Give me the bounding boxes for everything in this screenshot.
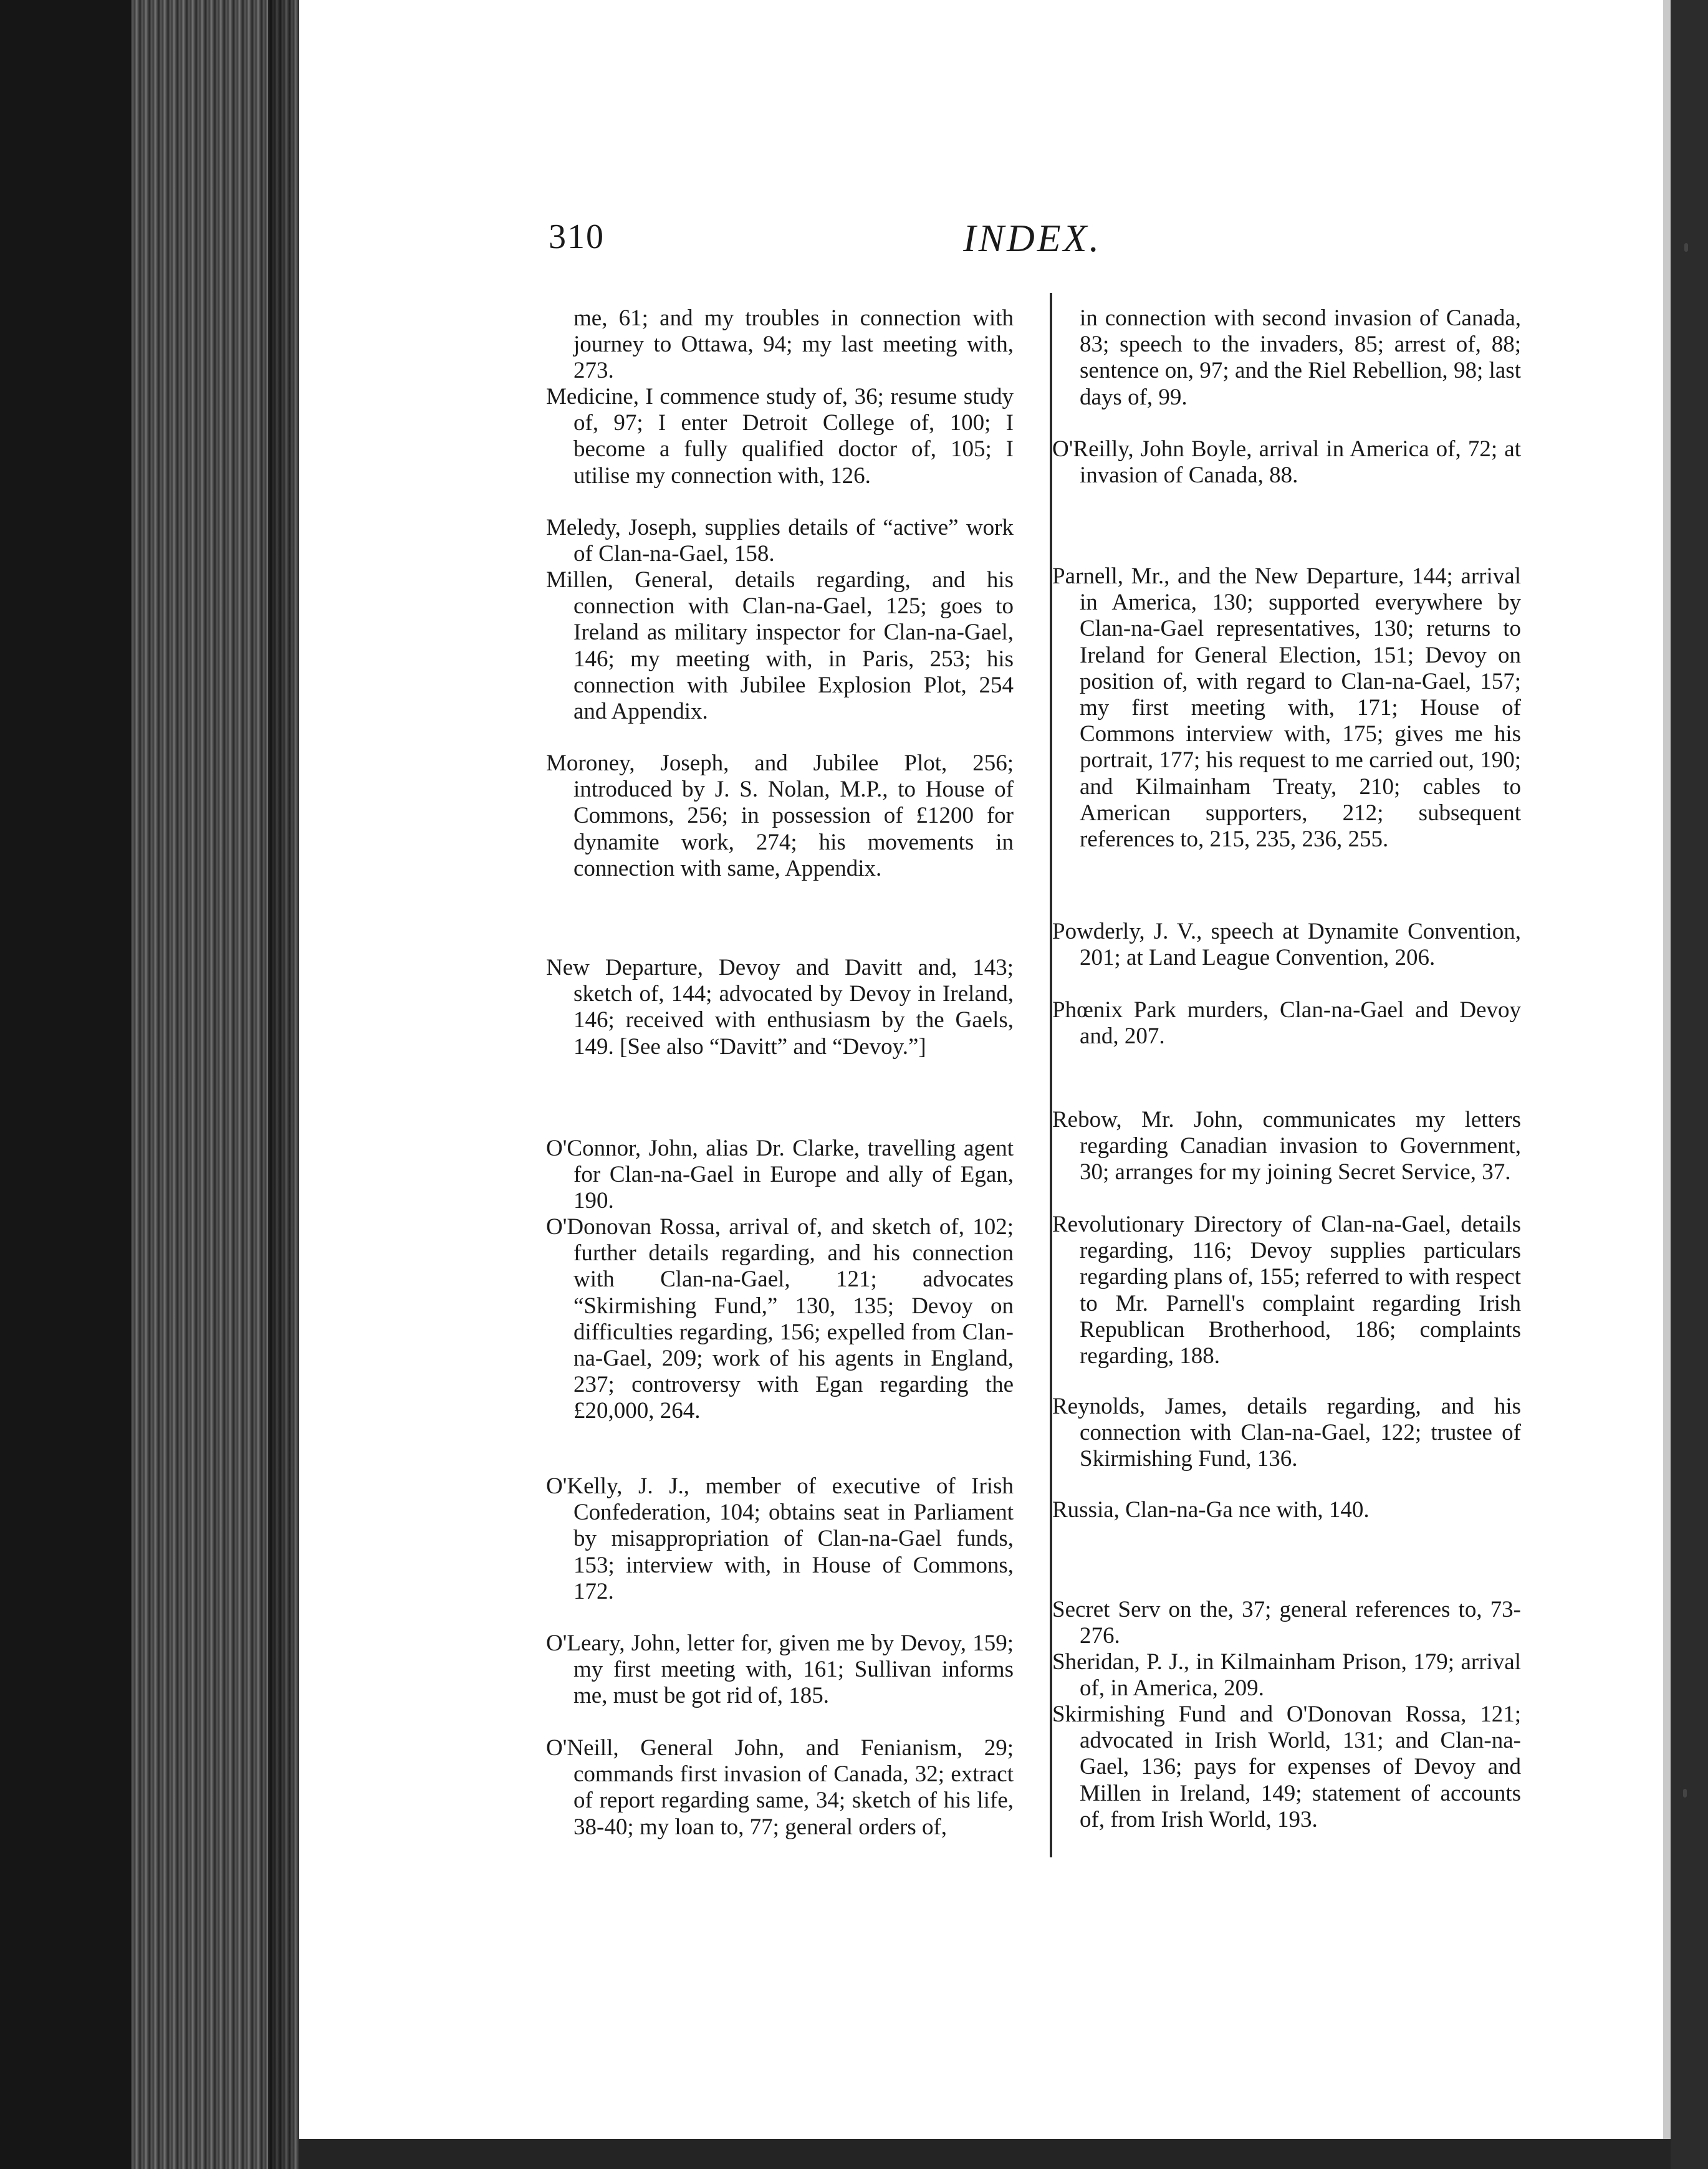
scan-speck xyxy=(1683,1789,1687,1798)
index-entry: Skirmishing Fund and O'Donovan Rossa, 121; advocated in Irish World, 131; and Clan-na-Gael, 136; pays for expenses of Devoy and Millen in Ireland, 149; statement of accounts of, from Irish World, 193. xyxy=(1052,1702,1521,1832)
scan-speck xyxy=(1684,243,1688,252)
index-entry: Phœnix Park murders, Clan-na-Gael and Devoy and, 207. xyxy=(1052,997,1521,1050)
gutter-shadow xyxy=(268,0,299,2169)
index-entry: O'Connor, John, alias Dr. Clarke, travelling agent for Clan-na-Gael in Europe and ally of Egan, 190. xyxy=(546,1136,1014,1214)
index-entry: O'Kelly, J. J., member of executive of Irish Confederation, 104; obtains seat in Parliament by misappropriation of Clan-na-Gael funds, 153; interview with, in House of Commons, 172. xyxy=(546,1473,1014,1604)
index-entry: O'Leary, John, letter for, given me by Devoy, 159; my first meeting with, 161; Sullivan informs me, must be got rid of, 185. xyxy=(546,1630,1014,1709)
index-entry: Moroney, Joseph, and Jubilee Plot, 256; introduced by J. S. Nolan, M.P., to House of Commons, 256; in possession of £1200 for dynamite work, 274; his movements in connection with same, Appendix. xyxy=(546,750,1014,881)
index-entry: me, 61; and my troubles in connection with journey to Ottawa, 94; my last meeting with, 273. xyxy=(573,305,1014,384)
index-entry: Powderly, J. V., speech at Dynamite Convention, 201; at Land League Convention, 206. xyxy=(1052,919,1521,971)
index-entry: Russia, Clan-na-Ga nce with, 140. xyxy=(1052,1497,1370,1523)
index-entry: Millen, General, details regarding, and his connection with Clan-na-Gael, 125; goes to Ireland as military inspector for Clan-na-Gael, 146; my meeting with, in Paris, 253; his connection with Jubilee Explosion Plot, 254 and Appendix. xyxy=(546,567,1014,725)
running-head: INDEX. xyxy=(963,218,1102,260)
index-entry: Medicine, I commence study of, 36; resume study of, 97; I enter Detroit College of, 100; I become a fully qualified doctor of, 105; I utilise my connection with, 126. xyxy=(546,384,1014,489)
bottom-edge xyxy=(299,2139,1671,2169)
index-entry: O'Donovan Rossa, arrival of, and sketch of, 102; further details regarding, and his connection with Clan-na-Gael, 121; advocates “Skirmishing Fund,” 130, 135; Devoy on difficulties regarding, 156; expelled from Clan-na-Gael, 209; work of his agents in England, 237; controversy with Egan regarding the £20,000, 264. xyxy=(546,1214,1014,1424)
index-entry: in connection with second invasion of Canada, 83; speech to the invaders, 85; arrest of, 88; sentence on, 97; and the Riel Rebellion, 98; last days of, 99. xyxy=(1080,305,1521,410)
index-entry: Meledy, Joseph, supplies details of “active” work of Clan-na-Gael, 158. xyxy=(546,515,1014,567)
index-entry: Rebow, Mr. John, communicates my letters regarding Canadian invasion to Government, 30; arranges for my joining Secret Service, 37. xyxy=(1052,1107,1521,1185)
index-entry: O'Reilly, John Boyle, arrival in America of, 72; at invasion of Canada, 88. xyxy=(1052,436,1521,489)
index-entry: Parnell, Mr., and the New Departure, 144; arrival in America, 130; supported everywhere by Clan-na-Gael representatives, 130; returns to Ireland for General Election, 151; Devoy on position of, with regard to Clan-na-Gael, 157; my first meeting with, 171; House of Commons interview with, 175; gives me his portrait, 177; his request to me carried out, 190; and Kilmainham Treaty, 210; cables to American supporters, 212; subsequent references to, 215, 235, 236, 255. xyxy=(1052,563,1521,853)
book-spine-edge xyxy=(0,0,131,2169)
index-entry: Secret Serv on the, 37; general references to, 73-276. xyxy=(1052,1597,1521,1649)
index-entry: Revolutionary Directory of Clan-na-Gael, details regarding, 116; Devoy supplies particulars regarding plans of, 155; referred to with respect to Mr. Parnell's complaint regarding Irish Republican Brotherhood, 186; complaints regarding, 188. xyxy=(1052,1212,1521,1369)
index-entry: New Departure, Devoy and Davitt and, 143; sketch of, 144; advocated by Devoy in Ireland, 146; received with enthusiasm by the Gaels, 149. [See also “Davitt” and “Devoy.”] xyxy=(546,955,1014,1060)
right-book-edge xyxy=(1671,0,1708,2169)
index-entry: O'Neill, General John, and Fenianism, 29; commands first invasion of Canada, 32; extract of report regarding same, 34; sketch of his life, 38-40; my loan to, 77; general orders of, xyxy=(546,1735,1014,1840)
page-number: 310 xyxy=(549,218,605,256)
index-entry: Reynolds, James, details regarding, and his connection with Clan-na-Gael, 122; trustee of Skirmishing Fund, 136. xyxy=(1052,1394,1521,1472)
index-entry: Sheridan, P. J., in Kilmainham Prison, 179; arrival of, in America, 209. xyxy=(1052,1649,1521,1702)
right-page-edge-light xyxy=(1663,0,1671,2169)
